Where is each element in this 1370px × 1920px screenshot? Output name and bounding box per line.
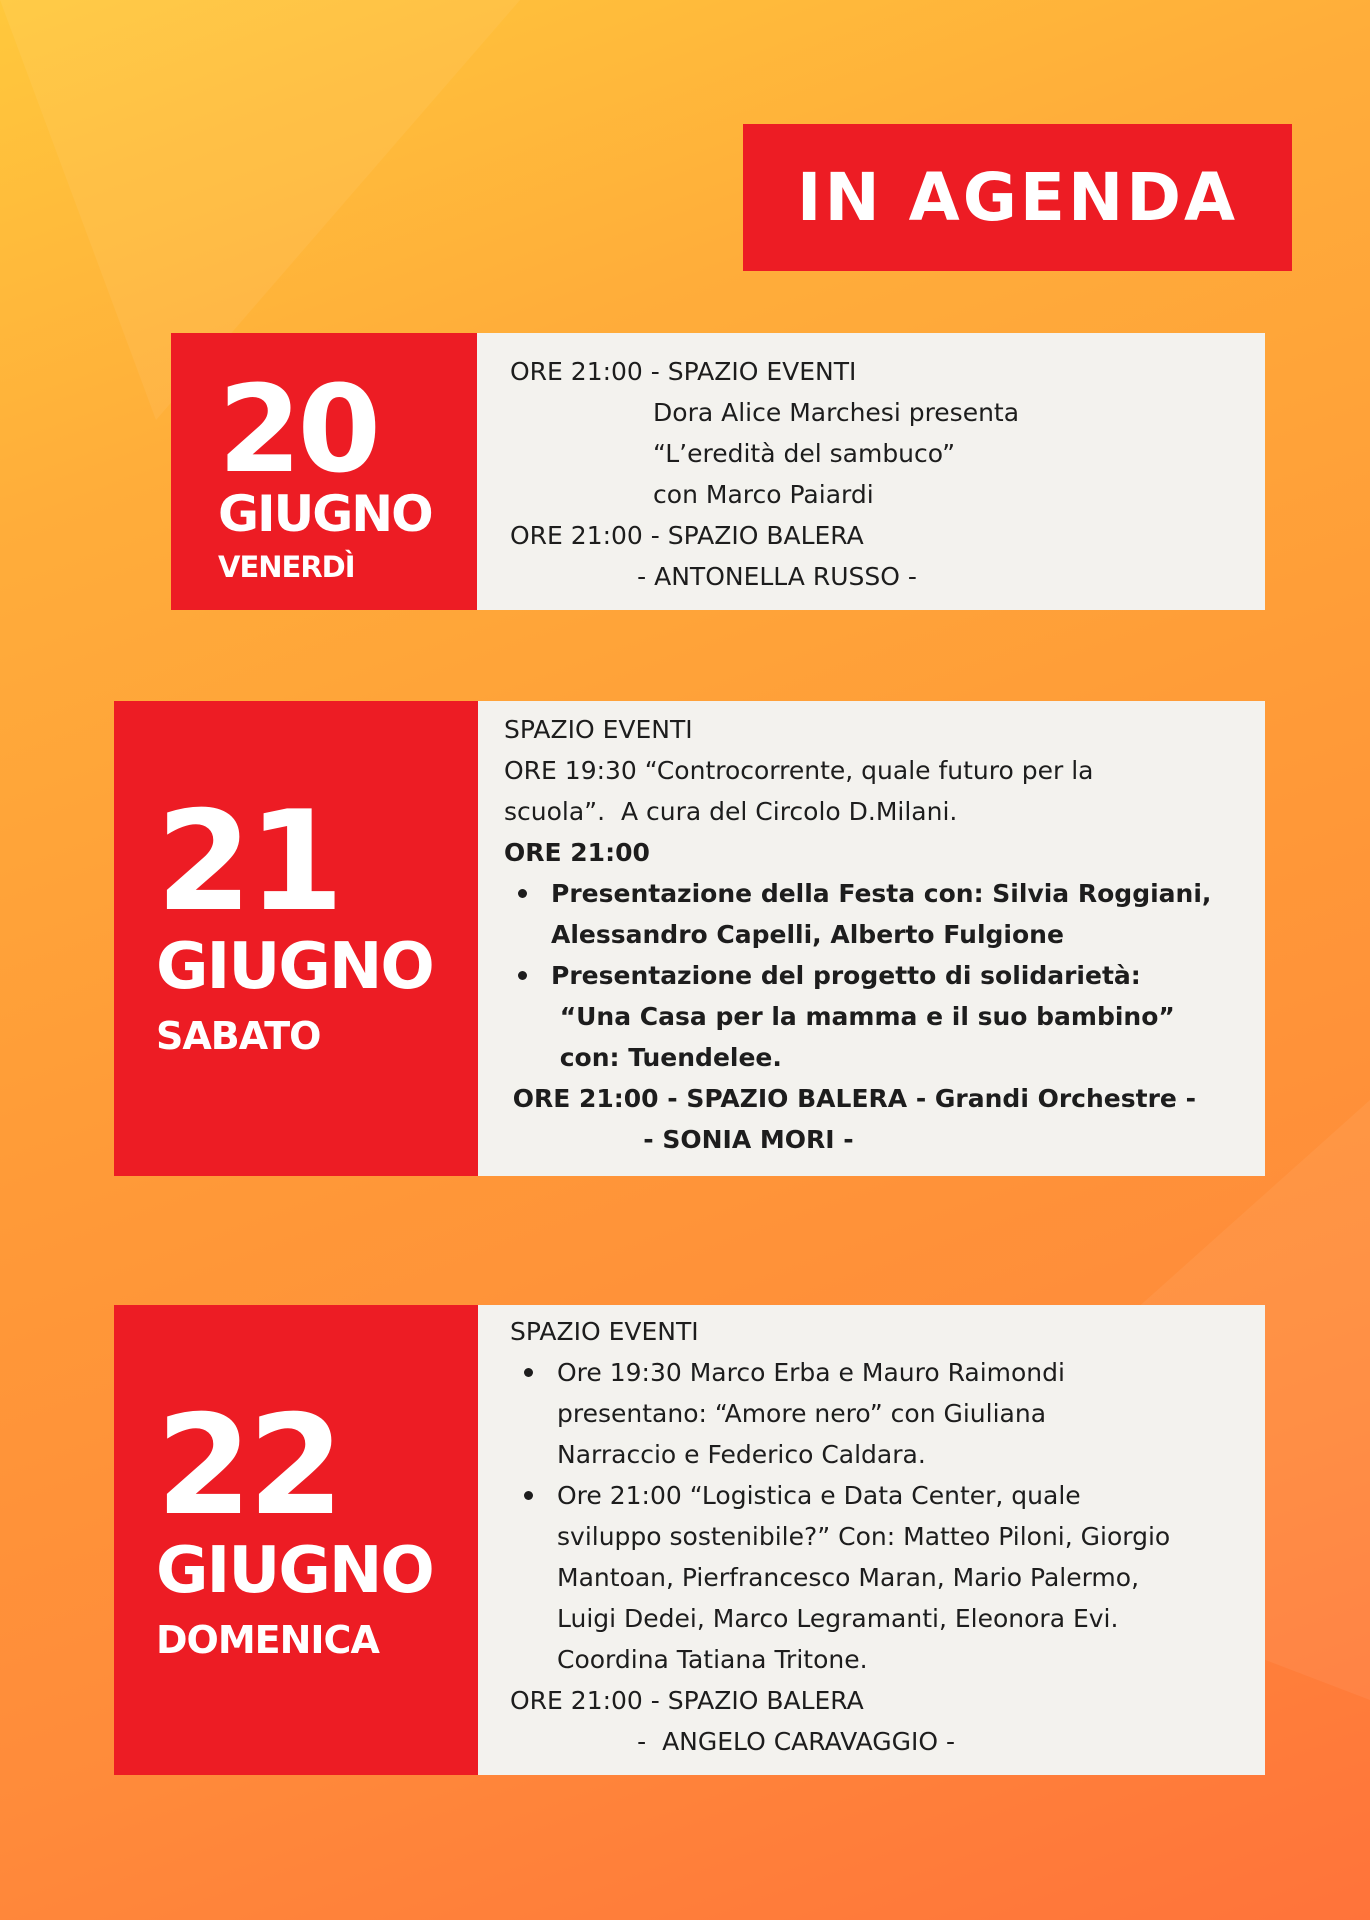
event-line: Luigi Dedei, Marco Legramanti, Eleonora Evi. (557, 1604, 1119, 1633)
date-block (114, 1305, 479, 1775)
list-item (557, 1475, 1265, 1680)
event-line: scuola”. A cura del Circolo D.Milani. (504, 797, 958, 826)
event-line: Coordina Tatiana Tritone. (557, 1645, 868, 1674)
day-number: 21 (156, 781, 341, 942)
event-line: con Marco Paiardi (510, 480, 874, 509)
event-line: - ANTONELLA RUSSO - (510, 562, 917, 591)
event-line: ORE 19:30 “Controcorrente, quale futuro per la (504, 756, 1094, 785)
day-card-20 (171, 333, 1265, 610)
weekday-label: SABATO (156, 1014, 321, 1058)
event-line: Mantoan, Pierfrancesco Maran, Mario Palermo, (557, 1563, 1140, 1592)
list-item (551, 873, 1265, 955)
list-item (551, 955, 1265, 1078)
events-panel (477, 333, 1265, 610)
event-line: ORE 21:00 - SPAZIO BALERA - Grandi Orchestre - (504, 1084, 1196, 1113)
event-line: ORE 21:00 - SPAZIO BALERA (510, 521, 864, 550)
weekday-label: VENERDÌ (218, 550, 355, 584)
event-bullet-list (504, 873, 1265, 1078)
event-bullet-list (510, 1352, 1265, 1680)
day-number: 22 (156, 1385, 341, 1546)
day-card-22 (114, 1305, 1265, 1775)
event-line: Dora Alice Marchesi presenta (510, 398, 1020, 427)
month-label: GIUGNO (156, 930, 433, 1004)
event-line: Ore 21:00 “Logistica e Data Center, quale (557, 1481, 1081, 1510)
list-item (557, 1352, 1265, 1475)
event-line: Ore 19:30 Marco Erba e Mauro Raimondi (557, 1358, 1065, 1387)
event-line: con: Tuendelee. (551, 1043, 782, 1072)
event-line: sviluppo sostenibile?” Con: Matteo Piloni, Giorgio (557, 1522, 1171, 1551)
event-line: Alessandro Capelli, Alberto Fulgione (551, 920, 1064, 949)
date-block (114, 701, 479, 1176)
event-line: “Una Casa per la mamma e il suo bambino” (551, 1002, 1175, 1031)
day-card-21 (114, 701, 1265, 1176)
event-line: Presentazione della Festa con: Silvia Roggiani, (551, 879, 1212, 908)
event-line: Narraccio e Federico Caldara. (557, 1440, 926, 1469)
date-block (171, 333, 486, 610)
weekday-label: DOMENICA (156, 1618, 379, 1662)
event-time-heading: ORE 21:00 (504, 838, 650, 867)
event-line: ORE 21:00 - SPAZIO BALERA (510, 1686, 864, 1715)
events-panel (478, 701, 1265, 1176)
event-line: - SONIA MORI - (504, 1125, 854, 1154)
month-label: GIUGNO (156, 1534, 433, 1608)
month-label: GIUGNO (218, 485, 432, 543)
event-line: - ANGELO CARAVAGGIO - (510, 1727, 956, 1756)
event-line: SPAZIO EVENTI (504, 715, 693, 744)
agenda-title: IN AGENDA (743, 124, 1292, 271)
event-line: SPAZIO EVENTI (510, 1317, 699, 1346)
events-panel (478, 1305, 1265, 1775)
event-line: Presentazione del progetto di solidarietà: (551, 961, 1141, 990)
event-line: “L’eredità del sambuco” (510, 439, 956, 468)
event-line: presentano: “Amore nero” con Giuliana (557, 1399, 1047, 1428)
event-line: ORE 21:00 - SPAZIO EVENTI (510, 357, 857, 386)
day-number: 20 (218, 361, 377, 500)
